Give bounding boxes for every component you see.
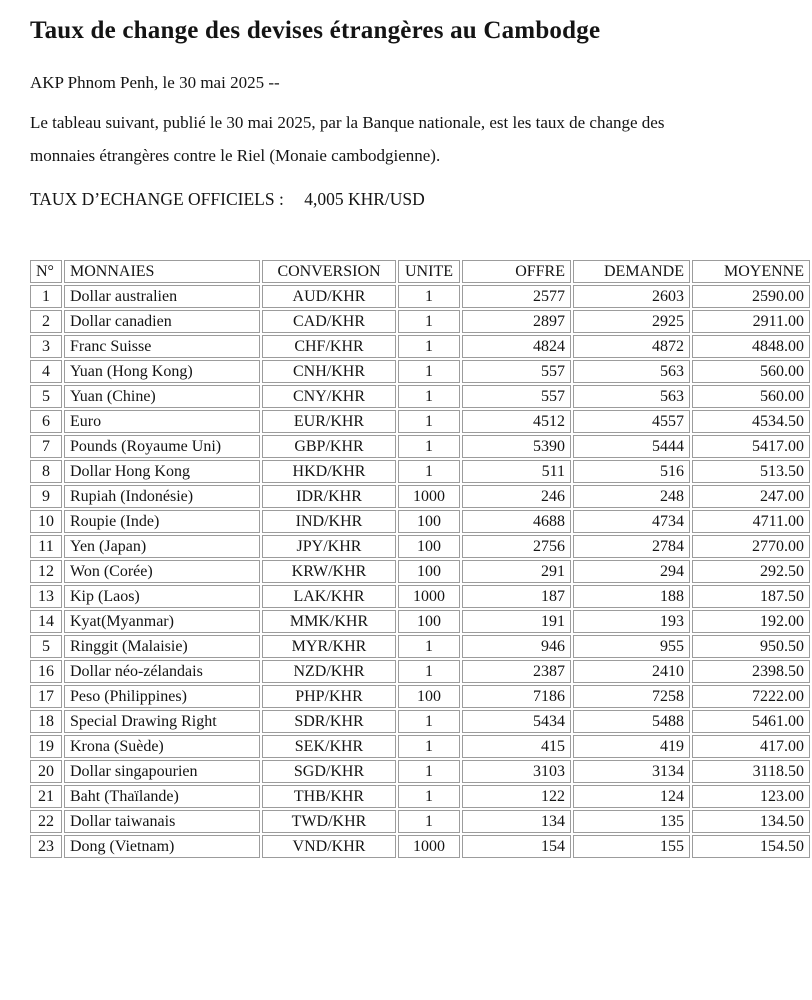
official-rate-value: 4,005 KHR/USD bbox=[304, 189, 425, 209]
article-page bbox=[0, 16, 812, 1000]
cell-col-conversion: IDR/KHR bbox=[262, 485, 396, 508]
table-row bbox=[30, 685, 810, 708]
cell-col-conversion: AUD/KHR bbox=[262, 285, 396, 308]
cell-col-conversion: NZD/KHR bbox=[262, 660, 396, 683]
cell-col-unite: 1000 bbox=[398, 485, 460, 508]
byline: AKP Phnom Penh, le 30 mai 2025 -- bbox=[30, 73, 280, 92]
cell-col-demande: 563 bbox=[573, 385, 690, 408]
cell-col-monnaies: Pounds (Royaume Uni) bbox=[64, 435, 260, 458]
cell-col-unite: 1 bbox=[398, 435, 460, 458]
cell-col-no: 5 bbox=[30, 385, 62, 408]
cell-col-moyenne: 192.00 bbox=[692, 610, 810, 633]
cell-col-offre: 415 bbox=[462, 735, 571, 758]
cell-col-unite: 100 bbox=[398, 535, 460, 558]
cell-col-moyenne: 134.50 bbox=[692, 810, 810, 833]
exchange-rate-table bbox=[28, 258, 812, 860]
cell-col-monnaies: Krona (Suède) bbox=[64, 735, 260, 758]
cell-col-moyenne: 123.00 bbox=[692, 785, 810, 808]
cell-col-conversion: CNH/KHR bbox=[262, 360, 396, 383]
table-row bbox=[30, 560, 810, 583]
header-row bbox=[30, 260, 810, 283]
cell-col-monnaies: Euro bbox=[64, 410, 260, 433]
cell-col-monnaies: Dollar néo-zélandais bbox=[64, 660, 260, 683]
cell-col-demande: 188 bbox=[573, 585, 690, 608]
cell-col-no: 22 bbox=[30, 810, 62, 833]
cell-col-moyenne: 2911.00 bbox=[692, 310, 810, 333]
cell-col-no: 2 bbox=[30, 310, 62, 333]
cell-col-conversion: GBP/KHR bbox=[262, 435, 396, 458]
cell-col-moyenne: 417.00 bbox=[692, 735, 810, 758]
cell-col-offre: 4824 bbox=[462, 335, 571, 358]
cell-col-demande: 2925 bbox=[573, 310, 690, 333]
cell-col-demande: 193 bbox=[573, 610, 690, 633]
cell-col-unite: 1 bbox=[398, 810, 460, 833]
cell-col-unite: 1 bbox=[398, 310, 460, 333]
cell-col-conversion: SEK/KHR bbox=[262, 735, 396, 758]
cell-col-moyenne: 560.00 bbox=[692, 385, 810, 408]
cell-col-conversion: CAD/KHR bbox=[262, 310, 396, 333]
table-row bbox=[30, 710, 810, 733]
cell-col-moyenne: 513.50 bbox=[692, 460, 810, 483]
cell-col-conversion: HKD/KHR bbox=[262, 460, 396, 483]
cell-col-no: 11 bbox=[30, 535, 62, 558]
cell-col-demande: 4734 bbox=[573, 510, 690, 533]
cell-col-monnaies: Kip (Laos) bbox=[64, 585, 260, 608]
cell-col-moyenne: 4711.00 bbox=[692, 510, 810, 533]
cell-col-demande: 4872 bbox=[573, 335, 690, 358]
cell-col-unite: 1 bbox=[398, 335, 460, 358]
cell-col-monnaies: Yuan (Hong Kong) bbox=[64, 360, 260, 383]
cell-col-offre: 3103 bbox=[462, 760, 571, 783]
cell-col-conversion: CNY/KHR bbox=[262, 385, 396, 408]
cell-col-unite: 1 bbox=[398, 385, 460, 408]
table-row bbox=[30, 660, 810, 683]
cell-col-offre: 154 bbox=[462, 835, 571, 858]
cell-col-unite: 100 bbox=[398, 510, 460, 533]
cell-col-moyenne: 154.50 bbox=[692, 835, 810, 858]
cell-col-monnaies: Dong (Vietnam) bbox=[64, 835, 260, 858]
cell-col-unite: 1 bbox=[398, 710, 460, 733]
table-row bbox=[30, 360, 810, 383]
table-row bbox=[30, 810, 810, 833]
column-header-col-monnaies: MONNAIES bbox=[64, 260, 260, 283]
cell-col-unite: 1000 bbox=[398, 585, 460, 608]
cell-col-unite: 1 bbox=[398, 785, 460, 808]
page-title: Taux de change des devises étrangères au Cambodge bbox=[30, 17, 601, 44]
cell-col-conversion: MYR/KHR bbox=[262, 635, 396, 658]
cell-col-offre: 187 bbox=[462, 585, 571, 608]
cell-col-no: 16 bbox=[30, 660, 62, 683]
table-row bbox=[30, 460, 810, 483]
cell-col-offre: 291 bbox=[462, 560, 571, 583]
table-row bbox=[30, 335, 810, 358]
cell-col-moyenne: 950.50 bbox=[692, 635, 810, 658]
cell-col-no: 21 bbox=[30, 785, 62, 808]
cell-col-conversion: PHP/KHR bbox=[262, 685, 396, 708]
cell-col-moyenne: 187.50 bbox=[692, 585, 810, 608]
table-row bbox=[30, 435, 810, 458]
cell-col-offre: 5434 bbox=[462, 710, 571, 733]
cell-col-monnaies: Special Drawing Right bbox=[64, 710, 260, 733]
table-row bbox=[30, 835, 810, 858]
cell-col-monnaies: Yen (Japan) bbox=[64, 535, 260, 558]
cell-col-offre: 557 bbox=[462, 360, 571, 383]
cell-col-moyenne: 7222.00 bbox=[692, 685, 810, 708]
column-header-col-conversion: CONVERSION bbox=[262, 260, 396, 283]
cell-col-conversion: SDR/KHR bbox=[262, 710, 396, 733]
cell-col-monnaies: Won (Corée) bbox=[64, 560, 260, 583]
cell-col-no: 19 bbox=[30, 735, 62, 758]
cell-col-demande: 419 bbox=[573, 735, 690, 758]
cell-col-unite: 1 bbox=[398, 635, 460, 658]
cell-col-offre: 246 bbox=[462, 485, 571, 508]
cell-col-no: 4 bbox=[30, 360, 62, 383]
cell-col-no: 6 bbox=[30, 410, 62, 433]
cell-col-offre: 122 bbox=[462, 785, 571, 808]
cell-col-conversion: CHF/KHR bbox=[262, 335, 396, 358]
cell-col-no: 12 bbox=[30, 560, 62, 583]
table-row bbox=[30, 510, 810, 533]
cell-col-demande: 3134 bbox=[573, 760, 690, 783]
cell-col-monnaies: Franc Suisse bbox=[64, 335, 260, 358]
cell-col-monnaies: Rupiah (Indonésie) bbox=[64, 485, 260, 508]
cell-col-demande: 4557 bbox=[573, 410, 690, 433]
cell-col-demande: 955 bbox=[573, 635, 690, 658]
cell-col-offre: 5390 bbox=[462, 435, 571, 458]
column-header-col-moyenne: MOYENNE bbox=[692, 260, 810, 283]
cell-col-no: 18 bbox=[30, 710, 62, 733]
cell-col-monnaies: Yuan (Chine) bbox=[64, 385, 260, 408]
cell-col-offre: 511 bbox=[462, 460, 571, 483]
intro-paragraph-line2: monnaies étrangères contre le Riel (Monaie cambodgienne). bbox=[30, 146, 441, 165]
table-row bbox=[30, 610, 810, 633]
cell-col-no: 23 bbox=[30, 835, 62, 858]
cell-col-no: 8 bbox=[30, 460, 62, 483]
cell-col-unite: 1 bbox=[398, 735, 460, 758]
table-body bbox=[30, 285, 810, 858]
cell-col-no: 3 bbox=[30, 335, 62, 358]
column-header-col-demande: DEMANDE bbox=[573, 260, 690, 283]
table-row bbox=[30, 410, 810, 433]
cell-col-no: 14 bbox=[30, 610, 62, 633]
column-header-col-unite: UNITE bbox=[398, 260, 460, 283]
cell-col-conversion: LAK/KHR bbox=[262, 585, 396, 608]
official-rate-line bbox=[30, 188, 812, 210]
cell-col-conversion: MMK/KHR bbox=[262, 610, 396, 633]
cell-col-offre: 7186 bbox=[462, 685, 571, 708]
cell-col-offre: 134 bbox=[462, 810, 571, 833]
table-row bbox=[30, 535, 810, 558]
cell-col-demande: 2784 bbox=[573, 535, 690, 558]
cell-col-unite: 100 bbox=[398, 560, 460, 583]
cell-col-monnaies: Dollar taiwanais bbox=[64, 810, 260, 833]
cell-col-unite: 1 bbox=[398, 360, 460, 383]
cell-col-conversion: IND/KHR bbox=[262, 510, 396, 533]
table-row bbox=[30, 735, 810, 758]
cell-col-unite: 100 bbox=[398, 685, 460, 708]
table-header-row bbox=[30, 260, 810, 283]
column-header-col-offre: OFFRE bbox=[462, 260, 571, 283]
cell-col-conversion: EUR/KHR bbox=[262, 410, 396, 433]
cell-col-moyenne: 560.00 bbox=[692, 360, 810, 383]
cell-col-no: 7 bbox=[30, 435, 62, 458]
cell-col-moyenne: 292.50 bbox=[692, 560, 810, 583]
cell-col-demande: 155 bbox=[573, 835, 690, 858]
cell-col-offre: 2897 bbox=[462, 310, 571, 333]
cell-col-unite: 1000 bbox=[398, 835, 460, 858]
cell-col-monnaies: Dollar canadien bbox=[64, 310, 260, 333]
cell-col-demande: 7258 bbox=[573, 685, 690, 708]
cell-col-moyenne: 2590.00 bbox=[692, 285, 810, 308]
cell-col-demande: 5488 bbox=[573, 710, 690, 733]
cell-col-moyenne: 2398.50 bbox=[692, 660, 810, 683]
cell-col-demande: 516 bbox=[573, 460, 690, 483]
cell-col-unite: 1 bbox=[398, 285, 460, 308]
cell-col-demande: 563 bbox=[573, 360, 690, 383]
intro-paragraph bbox=[30, 106, 790, 172]
cell-col-demande: 2410 bbox=[573, 660, 690, 683]
cell-col-monnaies: Dollar Hong Kong bbox=[64, 460, 260, 483]
cell-col-unite: 1 bbox=[398, 660, 460, 683]
table-row bbox=[30, 385, 810, 408]
cell-col-conversion: THB/KHR bbox=[262, 785, 396, 808]
cell-col-monnaies: Dollar singapourien bbox=[64, 760, 260, 783]
table-row bbox=[30, 285, 810, 308]
table-row bbox=[30, 785, 810, 808]
official-rate-label: TAUX D’ECHANGE OFFICIELS : bbox=[30, 189, 284, 209]
cell-col-offre: 2387 bbox=[462, 660, 571, 683]
cell-col-unite: 100 bbox=[398, 610, 460, 633]
cell-col-demande: 2603 bbox=[573, 285, 690, 308]
table-row bbox=[30, 635, 810, 658]
cell-col-no: 20 bbox=[30, 760, 62, 783]
cell-col-no: 1 bbox=[30, 285, 62, 308]
cell-col-no: 13 bbox=[30, 585, 62, 608]
cell-col-monnaies: Peso (Philippines) bbox=[64, 685, 260, 708]
cell-col-monnaies: Ringgit (Malaisie) bbox=[64, 635, 260, 658]
cell-col-monnaies: Dollar australien bbox=[64, 285, 260, 308]
cell-col-demande: 248 bbox=[573, 485, 690, 508]
cell-col-offre: 191 bbox=[462, 610, 571, 633]
cell-col-moyenne: 2770.00 bbox=[692, 535, 810, 558]
table-row bbox=[30, 485, 810, 508]
cell-col-moyenne: 4848.00 bbox=[692, 335, 810, 358]
cell-col-monnaies: Kyat(Myanmar) bbox=[64, 610, 260, 633]
cell-col-demande: 5444 bbox=[573, 435, 690, 458]
cell-col-conversion: JPY/KHR bbox=[262, 535, 396, 558]
cell-col-conversion: TWD/KHR bbox=[262, 810, 396, 833]
cell-col-offre: 4512 bbox=[462, 410, 571, 433]
table-row bbox=[30, 585, 810, 608]
cell-col-unite: 1 bbox=[398, 460, 460, 483]
cell-col-moyenne: 3118.50 bbox=[692, 760, 810, 783]
cell-col-no: 9 bbox=[30, 485, 62, 508]
cell-col-monnaies: Baht (Thaïlande) bbox=[64, 785, 260, 808]
cell-col-demande: 124 bbox=[573, 785, 690, 808]
cell-col-offre: 2756 bbox=[462, 535, 571, 558]
cell-col-demande: 135 bbox=[573, 810, 690, 833]
cell-col-moyenne: 5461.00 bbox=[692, 710, 810, 733]
cell-col-offre: 4688 bbox=[462, 510, 571, 533]
cell-col-moyenne: 5417.00 bbox=[692, 435, 810, 458]
cell-col-offre: 946 bbox=[462, 635, 571, 658]
cell-col-unite: 1 bbox=[398, 760, 460, 783]
cell-col-no: 5 bbox=[30, 635, 62, 658]
cell-col-conversion: SGD/KHR bbox=[262, 760, 396, 783]
cell-col-conversion: KRW/KHR bbox=[262, 560, 396, 583]
column-header-col-no: N° bbox=[30, 260, 62, 283]
cell-col-moyenne: 4534.50 bbox=[692, 410, 810, 433]
intro-paragraph-line1: Le tableau suivant, publié le 30 mai 2025, par la Banque nationale, est les taux de change des bbox=[30, 113, 665, 132]
table-row bbox=[30, 310, 810, 333]
cell-col-offre: 2577 bbox=[462, 285, 571, 308]
table-row bbox=[30, 760, 810, 783]
cell-col-unite: 1 bbox=[398, 410, 460, 433]
cell-col-monnaies: Roupie (Inde) bbox=[64, 510, 260, 533]
cell-col-no: 17 bbox=[30, 685, 62, 708]
cell-col-offre: 557 bbox=[462, 385, 571, 408]
cell-col-conversion: VND/KHR bbox=[262, 835, 396, 858]
cell-col-demande: 294 bbox=[573, 560, 690, 583]
cell-col-moyenne: 247.00 bbox=[692, 485, 810, 508]
cell-col-no: 10 bbox=[30, 510, 62, 533]
